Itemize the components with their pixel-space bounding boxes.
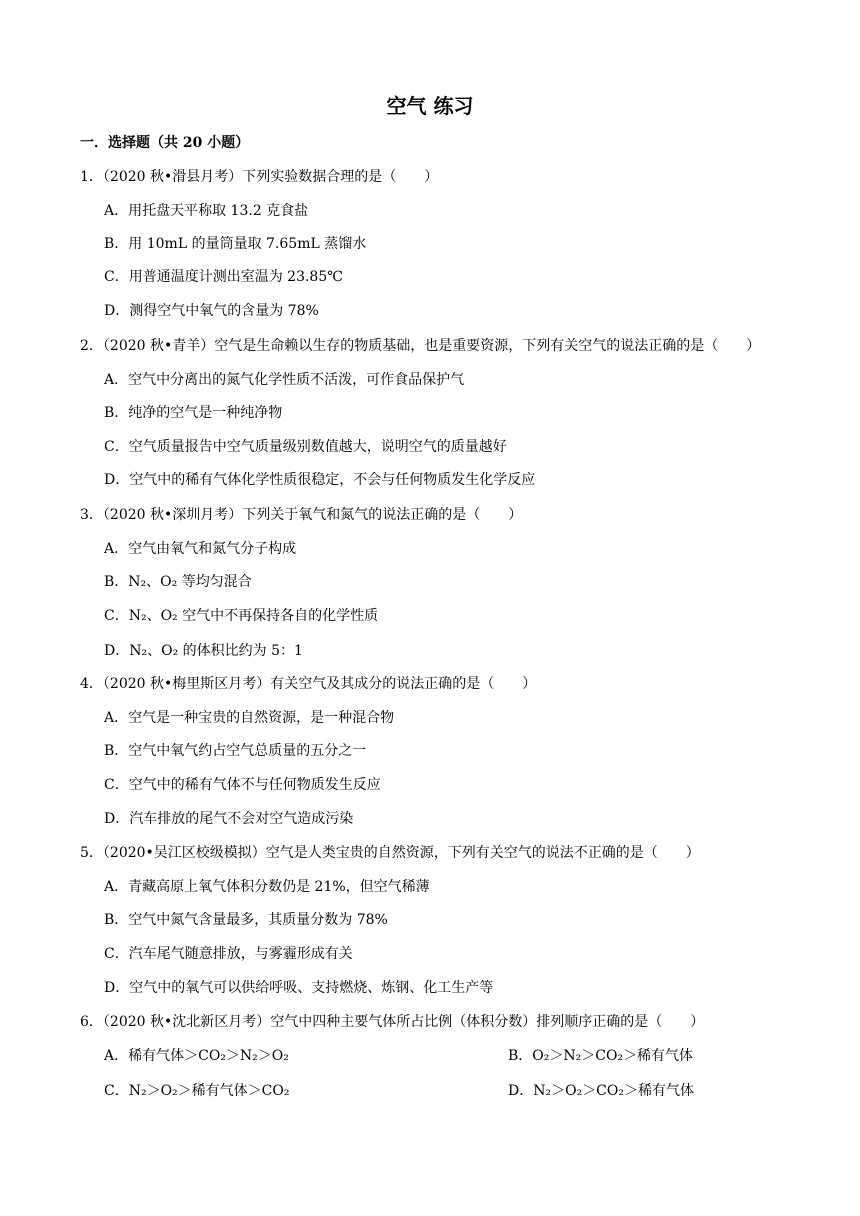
question-3-option-d: D．N₂、O₂ 的体积比约为 5：1 — [104, 643, 303, 659]
question-5-option-a: A．青藏高原上氧气体积分数仍是 21%，但空气稀薄 — [104, 879, 430, 895]
question-3-option-b: B．N₂、O₂ 等均匀混合 — [104, 574, 252, 590]
question-5-option-b: B．空气中氮气含量最多，其质量分数为 78% — [104, 912, 388, 928]
question-4-option-d: D．汽车排放的尾气不会对空气造成污染 — [104, 811, 354, 827]
question-1-option-c: C．用普通温度计测出室温为 23.85℃ — [104, 269, 343, 285]
question-4-option-a: A．空气是一种宝贵的自然资源，是一种混合物 — [104, 710, 395, 726]
question-3-option-c: C．N₂、O₂ 空气中不再保持各自的化学性质 — [104, 608, 379, 624]
section-heading: 一．选择题（共 20 小题） — [80, 135, 250, 151]
question-4-option-b: B．空气中氧气约占空气总质量的五分之一 — [104, 743, 367, 759]
question-3-option-a: A．空气由氧气和氮气分子构成 — [104, 541, 297, 557]
question-1-option-b: B．用 10mL 的量筒量取 7.65mL 蒸馏水 — [104, 236, 367, 252]
question-6-option-a: A．稀有气体＞CO₂＞N₂＞O₂ — [104, 1048, 289, 1064]
question-1-stem: 1．（2020 秋•滑县月考）下列实验数据合理的是（ ） — [80, 169, 439, 185]
question-5-option-d: D．空气中的氧气可以供给呼吸、支持燃烧、炼钢、化工生产等 — [104, 980, 494, 996]
question-1-option-d: D．测得空气中氧气的含量为 78% — [104, 303, 319, 319]
question-2-option-a: A．空气中分离出的氮气化学性质不活泼，可作食品保护气 — [104, 372, 465, 388]
question-6-stem: 6．（2020 秋•沈北新区月考）空气中四种主要气体所占比例（体积分数）排列顺序正确的是（ ） — [80, 1014, 705, 1030]
question-6-option-c: C．N₂＞O₂＞稀有气体＞CO₂ — [104, 1083, 290, 1099]
question-2-option-c: C．空气质量报告中空气质量级别数值越大，说明空气的质量越好 — [104, 439, 507, 455]
question-4-option-c: C．空气中的稀有气体不与任何物质发生反应 — [104, 777, 381, 793]
question-5-stem: 5．（2020•吴江区校级模拟）空气是人类宝贵的自然资源，下列有关空气的说法不正确的是（ ） — [80, 845, 700, 861]
question-3-stem: 3．（2020 秋•深圳月考）下列关于氧气和氮气的说法正确的是（ ） — [80, 507, 523, 523]
question-2-option-b: B．纯净的空气是一种纯净物 — [104, 405, 283, 421]
question-5-option-c: C．汽车尾气随意排放，与雾霾形成有关 — [104, 946, 353, 962]
question-6-option-d: D．N₂＞O₂＞CO₂＞稀有气体 — [508, 1083, 694, 1099]
question-2-stem: 2．（2020 秋•青羊）空气是生命赖以生存的物质基础，也是重要资源，下列有关空气的说法正确的是（ ） — [80, 338, 761, 354]
question-4-stem: 4．（2020 秋•梅里斯区月考）有关空气及其成分的说法正确的是（ ） — [80, 676, 537, 692]
question-2-option-d: D．空气中的稀有气体化学性质很稳定，不会与任何物质发生化学反应 — [104, 472, 536, 488]
question-1-option-a: A．用托盘天平称取 13.2 克食盐 — [104, 203, 309, 219]
question-6-option-b: B．O₂＞N₂＞CO₂＞稀有气体 — [508, 1048, 694, 1064]
page-title: 空气 练习 — [386, 94, 474, 118]
